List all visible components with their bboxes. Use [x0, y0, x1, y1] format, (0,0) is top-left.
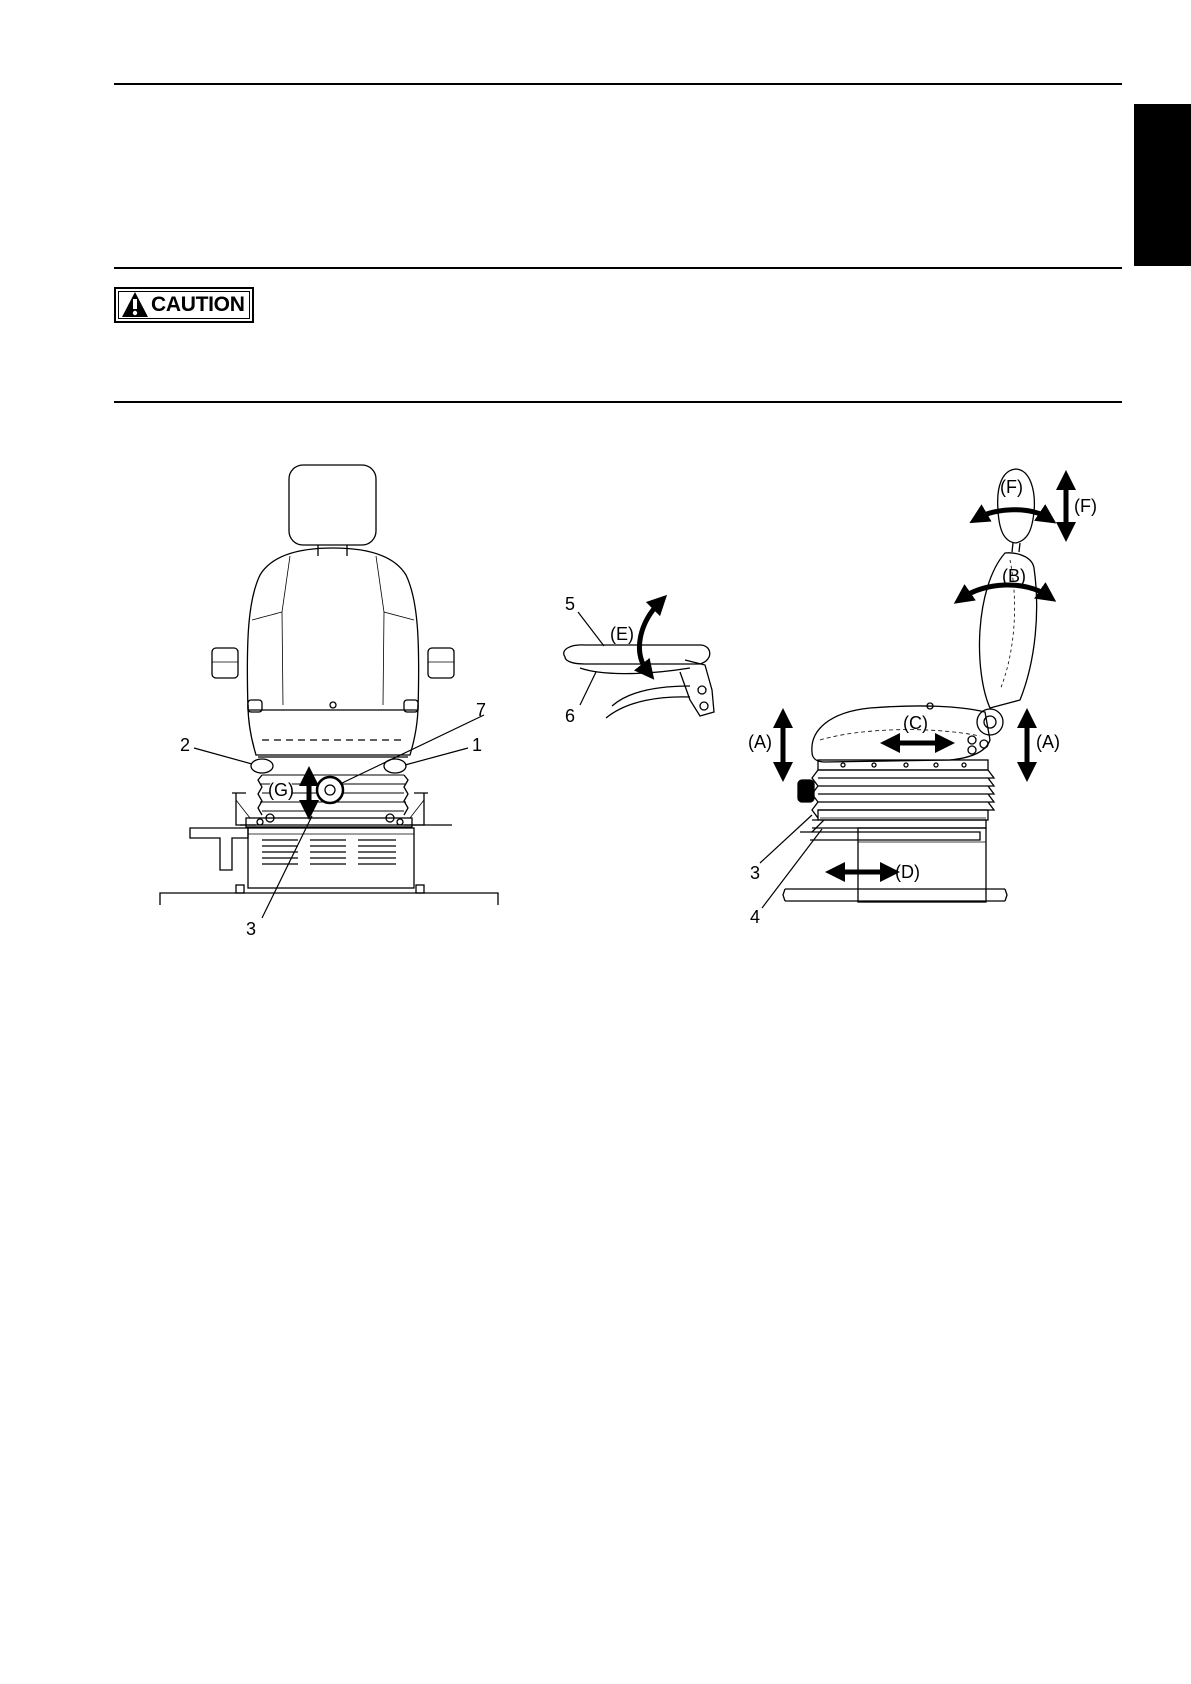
label-d: (D): [895, 862, 920, 882]
arrow-f-curved: [978, 510, 1048, 518]
seat-side-view: [783, 469, 1037, 902]
callout-6: 6: [565, 706, 576, 726]
label-e: (E): [610, 624, 634, 644]
arrow-e: [639, 602, 660, 672]
label-b: (B): [1002, 566, 1026, 586]
callout-3-side: 3: [750, 863, 761, 883]
callout-1: 1: [472, 735, 483, 755]
label-g: (G): [268, 780, 294, 800]
callout-3-front: 3: [246, 919, 257, 939]
callout-5: 5: [565, 594, 576, 614]
seat-front-view: [160, 465, 498, 905]
label-c: (C): [903, 713, 928, 733]
callout-7: 7: [476, 700, 487, 720]
label-a-right: (A): [1036, 732, 1060, 752]
callout-4: 4: [750, 907, 761, 927]
label-f-right: (F): [1074, 496, 1097, 516]
arrow-b: [962, 585, 1048, 598]
label-f-top: (F): [1000, 477, 1023, 497]
callout-2: 2: [180, 735, 191, 755]
label-a-left: (A): [748, 732, 772, 752]
caution-text: CAUTION: [151, 293, 245, 316]
